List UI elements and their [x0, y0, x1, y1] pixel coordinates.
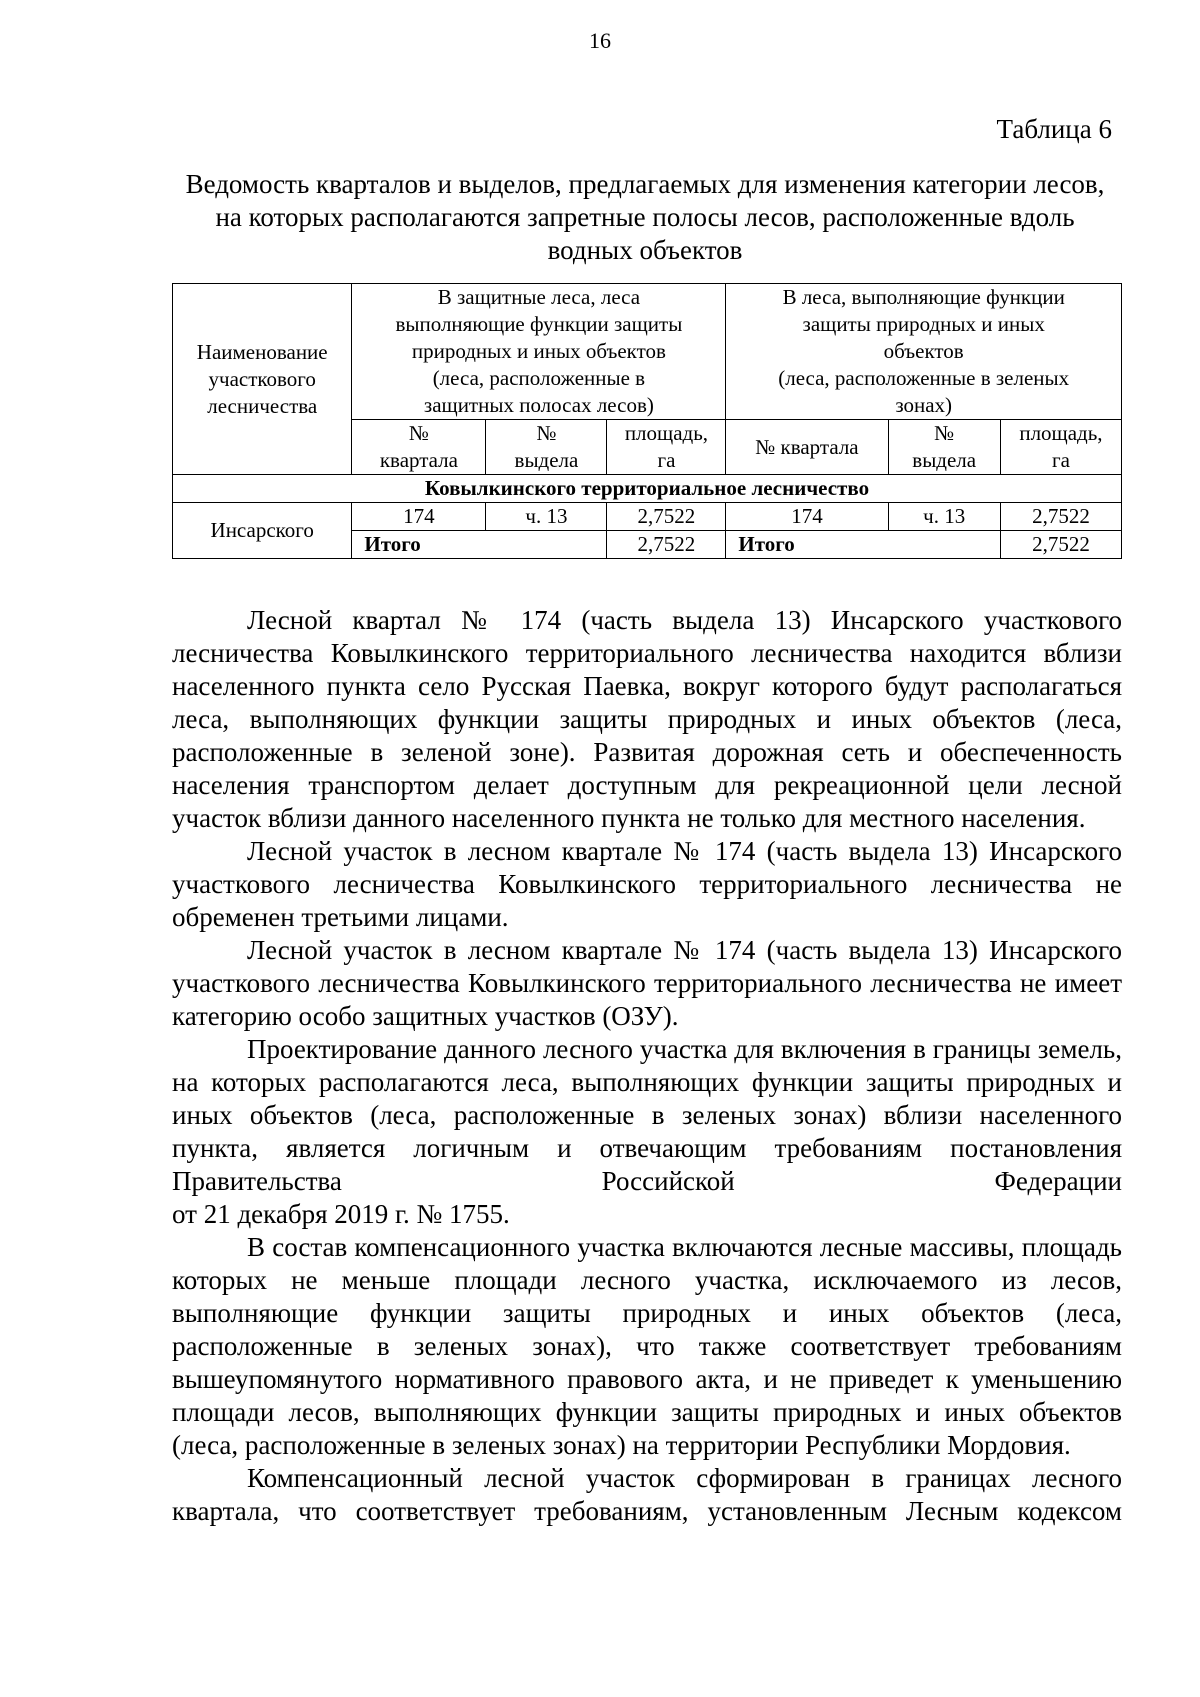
header-vydel-2: № выдела — [888, 420, 1000, 475]
total-label: Итого — [352, 531, 607, 559]
header-group-protective: В защитные леса, леса выполняющие функции защиты природных и иных объектов (леса, расположенные в защитных полосах лесов) — [352, 284, 726, 420]
cell-kvartal-2: 174 — [726, 503, 888, 531]
header-kvartal-2: № квартала — [726, 420, 888, 475]
paragraph: Компенсационный лесной участок сформирован в границах лесного квартала, что соответствует требованиям, установленным Лесным кодексом — [172, 1463, 1122, 1526]
paragraph: от 21 декабря 2019 г. № 1755. — [172, 1199, 510, 1229]
total-label-2: Итого — [726, 531, 1001, 559]
header-group-green-zone: В леса, выполняющие функции защиты природных и иных объектов (леса, расположенные в зеленых зонах) — [726, 284, 1122, 420]
forest-table — [172, 283, 1122, 559]
body-text — [172, 604, 1122, 1528]
table-title: Ведомость кварталов и выделов, предлагаемых для изменения категории лесов, на которых располагаются запретные полосы лесов, расположенные вдоль водных объектов — [185, 169, 1105, 265]
paragraph: Лесной квартал № 174 (часть выдела 13) Инсарского участкового лесничества Ковылкинского территориального лесничества находится вблизи населенного пункта село Русская Паевка, вокруг которого будут располагаться леса, выполняющих функции защиты природных и иных объектов (леса, расположенные в зеленой зоне). Развитая дорожная сеть и обеспеченность населения транспортом делает доступным для рекреационной цели лесной участок вблизи данного населенного пункта не только для местного населения. — [172, 605, 1122, 833]
paragraph: Лесной участок в лесном квартале № 174 (часть выдела 13) Инсарского участкового лесничества Ковылкинского территориального лесничества не имеет категорию особо защитных участков (ОЗУ). — [172, 935, 1122, 1031]
header-area-2: площадь, га — [1000, 420, 1121, 475]
section-row: Ковылкинского территориальное лесничество — [173, 475, 1122, 503]
total-value-2: 2,7522 — [1000, 531, 1121, 559]
cell-area-2: 2,7522 — [1000, 503, 1121, 531]
row-name: Инсарского — [173, 503, 352, 559]
header-kvartal: № квартала — [352, 420, 486, 475]
paragraph: Лесной участок в лесном квартале № 174 (часть выдела 13) Инсарского участкового лесничества Ковылкинского территориального лесничества не обременен третьими лицами. — [172, 836, 1122, 932]
header-area: площадь, га — [607, 420, 726, 475]
table-row — [173, 503, 1122, 531]
cell-kvartal: 174 — [352, 503, 486, 531]
header-vydel: № выдела — [486, 420, 607, 475]
header-name: Наименование участкового лесничества — [173, 284, 352, 475]
table-label: Таблица 6 — [996, 114, 1112, 144]
paragraph: В состав компенсационного участка включаются лесные массивы, площадь которых не меньше площади лесного участка, исключаемого из лесов, выполняющие функции защиты природных и иных объектов (леса, расположенные в зеленых зонах), что также соответствует требованиям вышеупомянутого нормативного правового акта, и не приведет к уменьшению площади лесов, выполняющих функции защиты природных и иных объектов (леса, расположенные в зеленых зонах) на территории Республики Мордовия. — [172, 1232, 1122, 1460]
cell-vydel-2: ч. 13 — [888, 503, 1000, 531]
cell-area: 2,7522 — [607, 503, 726, 531]
cell-vydel: ч. 13 — [486, 503, 607, 531]
paragraph: Проектирование данного лесного участка для включения в границы земель, на которых располагаются леса, выполняющих функции защиты природных и иных объектов (леса, расположенные в зеленых зонах) вблизи населенного пункта, является логичным и отвечающим требованиям постановления Правительства Российской Федерации — [172, 1034, 1122, 1196]
total-value: 2,7522 — [607, 531, 726, 559]
page-number: 16 — [589, 28, 611, 53]
